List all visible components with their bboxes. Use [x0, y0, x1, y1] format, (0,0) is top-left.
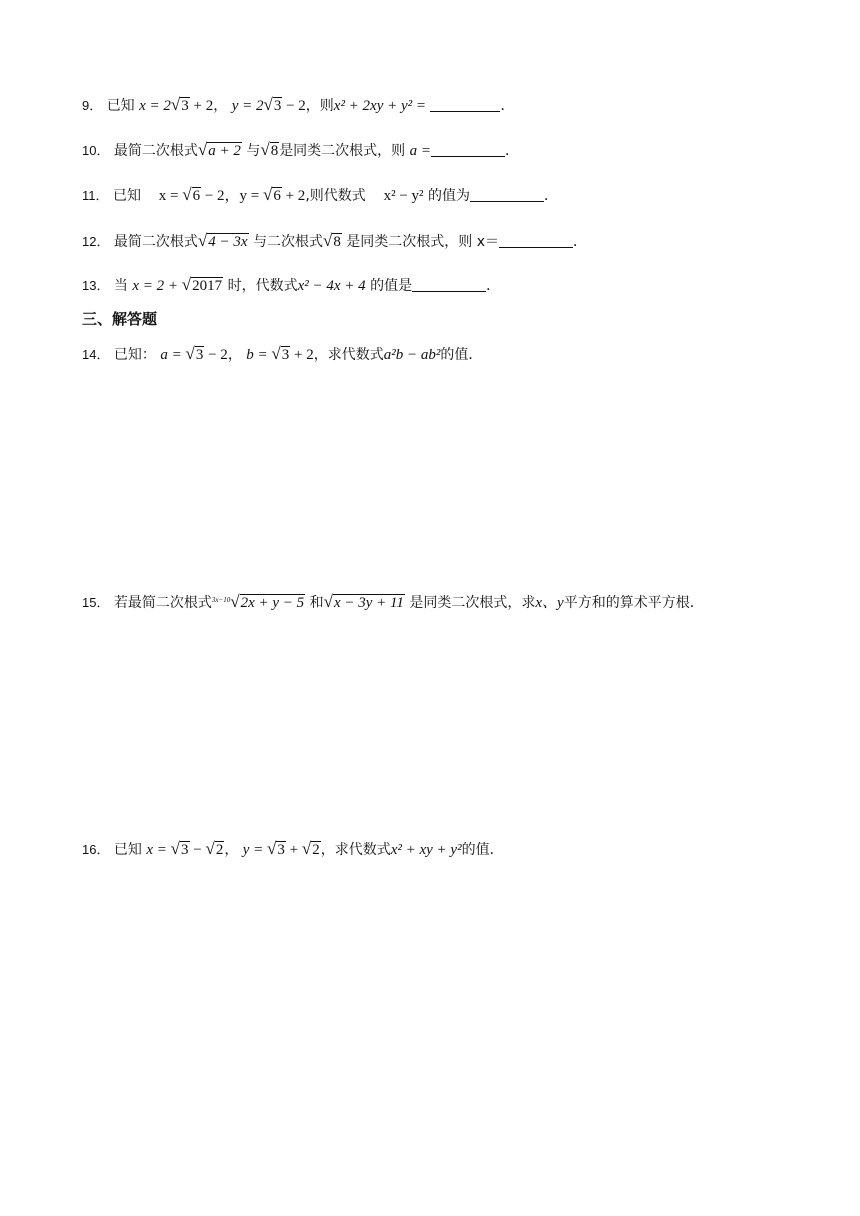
sqrt: √2 [301, 839, 320, 858]
sqrt: √3 [271, 344, 290, 363]
sqrt: √x − 3y + 11 [323, 592, 404, 611]
answer-blank[interactable] [430, 97, 500, 112]
sqrt: √8 [323, 231, 341, 250]
sqrt: √2 [205, 839, 224, 858]
sqrt: √3 [267, 839, 285, 858]
question-10: 10． 最简二次根式√a + 2 与√8是同类二次根式，则 a = ． [82, 139, 519, 162]
sqrt: √a + 2 [197, 140, 241, 159]
question-number: 11． [82, 188, 109, 203]
question-number: 10． [82, 143, 110, 158]
sqrt: √3 [263, 95, 282, 114]
question-number: 9． [82, 98, 103, 113]
question-number: 14． [82, 347, 110, 362]
question-number: 13． [82, 278, 110, 293]
sqrt: √3 [185, 344, 204, 363]
sqrt: √6 [263, 185, 281, 204]
sqrt: √3 [170, 839, 189, 858]
sqrt: √6 [182, 185, 201, 204]
answer-blank[interactable] [431, 142, 505, 157]
question-12: 12． 最简二次根式√4 − 3x 与二次根式√8 是同类二次根式，则 x＝ ． [82, 230, 587, 253]
answer-blank[interactable] [412, 277, 486, 292]
question-number: 12． [82, 234, 110, 249]
question-13: 13． 当 x = 2 + √2017 时，代数式x² − 4x + 4 的值是 ． [82, 274, 500, 297]
radical-index: 3x−10 [211, 596, 231, 604]
question-number: 16． [82, 842, 110, 857]
sqrt: √4 − 3x [197, 231, 248, 250]
question-9: 9． 已知 x = 2√3 + 2， y = 2√3 − 2，则x² + 2xy + y² = ． [82, 94, 514, 117]
question-15: 15． 若最简二次根式$^{3x-10}$√2x + y − 5 和√x − 3y + 11 是同类二次根式，求x、y平方和的算术平方根． [82, 589, 704, 614]
sqrt: √8 [260, 140, 279, 159]
sqrt: √2x + y − 5 [230, 592, 305, 611]
question-11: 11． 已知 x = √6 − 2，y = √6 + 2,则代数式 x² − y² 的值为 ． [82, 184, 558, 207]
sqrt: √3 [170, 95, 189, 114]
question-number: 15． [82, 595, 110, 610]
sqrt: √2017 [181, 275, 223, 294]
question-16: 16． 已知 x = √3 − √2， y = √3 + √2，求代数式x² + xy + y²的值． [82, 838, 504, 861]
section-title: 三、解答题 [82, 310, 158, 328]
answer-blank[interactable] [470, 187, 544, 202]
question-14: 14． 已知： a = √3 − 2， b = √3 + 2，求代数式a²b − ab²的值． [82, 343, 482, 366]
answer-blank[interactable] [499, 233, 573, 248]
